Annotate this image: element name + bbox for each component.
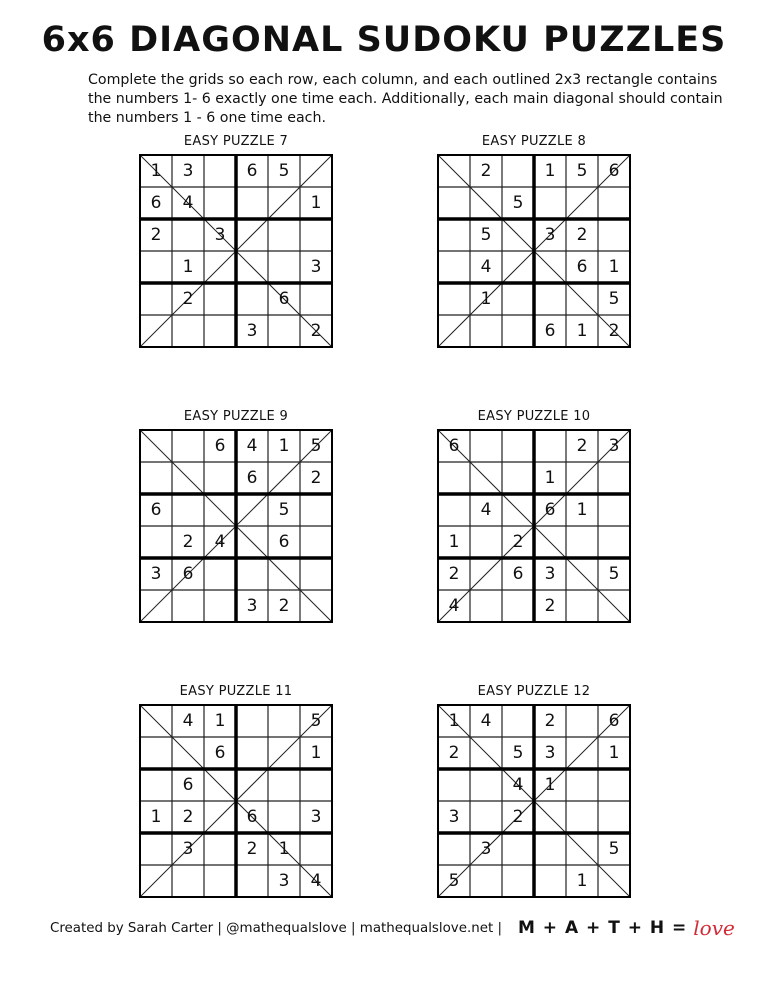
grid-cell[interactable] xyxy=(236,494,268,526)
grid-cell[interactable]: 3 xyxy=(310,257,322,277)
grid-cell[interactable] xyxy=(470,526,502,558)
grid-cell[interactable]: 3 xyxy=(544,564,556,584)
grid-cell[interactable] xyxy=(236,865,268,897)
grid-cell[interactable] xyxy=(236,737,268,769)
grid-cell[interactable] xyxy=(204,801,236,833)
grid-cell[interactable] xyxy=(140,833,172,865)
grid-cell[interactable] xyxy=(172,737,204,769)
grid-cell[interactable]: 1 xyxy=(480,289,492,309)
grid-cell[interactable]: 1 xyxy=(608,257,620,277)
grid-cell[interactable]: 1 xyxy=(278,839,290,859)
sudoku-grid xyxy=(437,704,631,898)
grid-cell[interactable] xyxy=(140,737,172,769)
grid-cell[interactable] xyxy=(470,737,502,769)
grid-cell[interactable]: 2 xyxy=(310,468,322,488)
grid-cell[interactable] xyxy=(204,155,236,187)
grid-cell[interactable] xyxy=(566,705,598,737)
grid-cell[interactable] xyxy=(534,430,566,462)
grid-cell[interactable] xyxy=(140,590,172,622)
grid-cell[interactable]: 5 xyxy=(512,193,524,213)
grid-cell[interactable] xyxy=(204,251,236,283)
grid-cell[interactable] xyxy=(598,187,630,219)
grid-cell[interactable]: 1 xyxy=(448,532,460,552)
grid-cell[interactable]: 3 xyxy=(182,839,194,859)
grid-cell[interactable] xyxy=(598,462,630,494)
grid-cell[interactable]: 4 xyxy=(246,436,258,456)
grid-cell[interactable] xyxy=(502,833,534,865)
grid-cell[interactable]: 2 xyxy=(480,161,492,181)
grid-cell[interactable]: 3 xyxy=(480,839,492,859)
grid-cell[interactable]: 2 xyxy=(448,564,460,584)
grid-cell[interactable]: 2 xyxy=(576,225,588,245)
grid-cell[interactable] xyxy=(204,769,236,801)
grid-cell[interactable] xyxy=(470,315,502,347)
puzzle-title: EASY PUZZLE 9 xyxy=(183,409,289,424)
grid-cell[interactable] xyxy=(300,494,332,526)
grid-cell[interactable] xyxy=(470,801,502,833)
grid-cell[interactable] xyxy=(236,283,268,315)
grid-cell[interactable] xyxy=(300,833,332,865)
grid-cell[interactable] xyxy=(268,219,300,251)
grid-cell[interactable]: 5 xyxy=(278,500,290,520)
grid-cell[interactable] xyxy=(566,462,598,494)
grid-cell[interactable] xyxy=(172,315,204,347)
grid-cell[interactable]: 5 xyxy=(608,839,620,859)
grid-cell[interactable]: 1 xyxy=(544,775,556,795)
grid-cell[interactable]: 1 xyxy=(608,743,620,763)
grid-cell[interactable] xyxy=(534,283,566,315)
grid-cell[interactable]: 2 xyxy=(544,711,556,731)
grid-cell[interactable] xyxy=(204,558,236,590)
grid-cell[interactable] xyxy=(236,187,268,219)
grid-cell[interactable]: 3 xyxy=(214,225,226,245)
grid-cell[interactable]: 3 xyxy=(544,743,556,763)
grid-cell[interactable] xyxy=(140,283,172,315)
grid-cell[interactable]: 4 xyxy=(182,711,194,731)
grid-cell[interactable] xyxy=(140,769,172,801)
grid-cell[interactable]: 5 xyxy=(278,161,290,181)
grid-cell[interactable] xyxy=(438,315,470,347)
grid-cell[interactable]: 6 xyxy=(214,743,226,763)
grid-cell[interactable]: 6 xyxy=(576,257,588,277)
sudoku-grid xyxy=(139,154,333,348)
grid-cell[interactable] xyxy=(268,705,300,737)
grid-cell[interactable]: 3 xyxy=(246,321,258,341)
grid-cell[interactable]: 1 xyxy=(310,193,322,213)
grid-cell[interactable] xyxy=(438,219,470,251)
grid-cell[interactable] xyxy=(236,705,268,737)
grid-cell[interactable] xyxy=(438,833,470,865)
grid-cell[interactable]: 6 xyxy=(246,807,258,827)
grid-cell[interactable] xyxy=(140,526,172,558)
grid-cell[interactable]: 4 xyxy=(480,711,492,731)
grid-cell[interactable] xyxy=(470,462,502,494)
grid-cell[interactable] xyxy=(236,769,268,801)
grid-cell[interactable] xyxy=(502,705,534,737)
grid-cell[interactable]: 1 xyxy=(214,711,226,731)
grid-cell[interactable]: 1 xyxy=(278,436,290,456)
grid-cell[interactable]: 1 xyxy=(544,468,556,488)
grid-cell[interactable] xyxy=(598,865,630,897)
grid-cell[interactable] xyxy=(470,187,502,219)
grid-cell[interactable] xyxy=(300,155,332,187)
grid-cell[interactable] xyxy=(140,462,172,494)
grid-cell[interactable] xyxy=(140,705,172,737)
grid-cell[interactable]: 6 xyxy=(278,289,290,309)
grid-cell[interactable] xyxy=(470,865,502,897)
grid-cell[interactable] xyxy=(470,769,502,801)
grid-cell[interactable]: 5 xyxy=(310,436,322,456)
grid-cell[interactable] xyxy=(598,219,630,251)
grid-cell[interactable] xyxy=(470,590,502,622)
grid-cell[interactable] xyxy=(268,187,300,219)
grid-cell[interactable] xyxy=(598,801,630,833)
grid-cell[interactable] xyxy=(566,833,598,865)
grid-cell[interactable] xyxy=(204,833,236,865)
grid-cell[interactable] xyxy=(172,494,204,526)
grid-cell[interactable]: 5 xyxy=(310,711,322,731)
grid-cell[interactable] xyxy=(204,865,236,897)
puzzle-title: EASY PUZZLE 12 xyxy=(477,684,591,699)
grid-cell[interactable] xyxy=(268,558,300,590)
grid-cell[interactable] xyxy=(534,833,566,865)
grid-cell[interactable] xyxy=(300,558,332,590)
grid-cell[interactable]: 3 xyxy=(310,807,322,827)
grid-cell[interactable] xyxy=(534,526,566,558)
grid-cell[interactable] xyxy=(300,769,332,801)
grid-cell[interactable] xyxy=(204,187,236,219)
sudoku-grid xyxy=(139,429,333,623)
grid-cell[interactable]: 6 xyxy=(246,468,258,488)
grid-cell[interactable] xyxy=(566,737,598,769)
grid-cell[interactable] xyxy=(566,187,598,219)
grid-cell[interactable] xyxy=(566,558,598,590)
grid-cell[interactable] xyxy=(172,430,204,462)
grid-cell[interactable]: 2 xyxy=(608,321,620,341)
grid-cell[interactable]: 6 xyxy=(182,564,194,584)
grid-cell[interactable]: 1 xyxy=(576,500,588,520)
footer xyxy=(50,916,750,940)
grid-cell[interactable]: 2 xyxy=(310,321,322,341)
grid-cell[interactable]: 1 xyxy=(150,161,162,181)
page-title: 6x6 DIAGONAL SUDOKU PUZZLES xyxy=(41,20,727,60)
grid-cell[interactable] xyxy=(236,219,268,251)
grid-cell[interactable] xyxy=(566,769,598,801)
grid-cell[interactable] xyxy=(140,865,172,897)
grid-cell[interactable] xyxy=(502,494,534,526)
grid-cell[interactable] xyxy=(140,430,172,462)
grid-cell[interactable]: 1 xyxy=(310,743,322,763)
grid-cell[interactable]: 3 xyxy=(544,225,556,245)
grid-cell[interactable] xyxy=(566,801,598,833)
grid-cell[interactable] xyxy=(204,315,236,347)
grid-cell[interactable] xyxy=(300,590,332,622)
grid-cell[interactable]: 3 xyxy=(278,871,290,891)
sudoku-grid xyxy=(139,704,333,898)
puzzle-title: EASY PUZZLE 10 xyxy=(477,409,591,424)
grid-cell[interactable]: 4 xyxy=(480,257,492,277)
grid-cell[interactable] xyxy=(268,315,300,347)
sudoku-grid xyxy=(437,154,631,348)
grid-cell[interactable] xyxy=(438,494,470,526)
grid-cell[interactable] xyxy=(300,526,332,558)
grid-cell[interactable]: 4 xyxy=(448,596,460,616)
grid-cell[interactable]: 3 xyxy=(448,807,460,827)
grid-cell[interactable]: 1 xyxy=(576,871,588,891)
grid-cell[interactable] xyxy=(140,251,172,283)
grid-cell[interactable]: 6 xyxy=(608,711,620,731)
grid-cell[interactable] xyxy=(172,590,204,622)
grid-cell[interactable] xyxy=(204,590,236,622)
grid-cell[interactable] xyxy=(236,558,268,590)
grid-cell[interactable]: 1 xyxy=(448,711,460,731)
grid-cell[interactable] xyxy=(502,865,534,897)
grid-cell[interactable] xyxy=(172,219,204,251)
grid-cell[interactable]: 1 xyxy=(182,257,194,277)
brand-logo: M + A + T + H = xyxy=(517,918,688,938)
grid-cell[interactable]: 1 xyxy=(544,161,556,181)
grid-cell[interactable]: 2 xyxy=(150,225,162,245)
grid-cell[interactable]: 6 xyxy=(150,193,162,213)
grid-cell[interactable]: 3 xyxy=(246,596,258,616)
grid-cell[interactable] xyxy=(172,865,204,897)
grid-cell[interactable]: 2 xyxy=(246,839,258,859)
grid-cell[interactable] xyxy=(566,526,598,558)
grid-cell[interactable] xyxy=(236,251,268,283)
grid-cell[interactable]: 4 xyxy=(310,871,322,891)
grid-cell[interactable] xyxy=(268,769,300,801)
grid-cell[interactable]: 6 xyxy=(150,500,162,520)
grid-cell[interactable] xyxy=(502,155,534,187)
grid-cell[interactable] xyxy=(204,283,236,315)
grid-cell[interactable]: 2 xyxy=(448,743,460,763)
grid-cell[interactable]: 5 xyxy=(480,225,492,245)
grid-cell[interactable]: 6 xyxy=(608,161,620,181)
grid-cell[interactable]: 2 xyxy=(512,807,524,827)
grid-cell[interactable] xyxy=(172,462,204,494)
grid-cell[interactable] xyxy=(598,494,630,526)
grid-cell[interactable]: 3 xyxy=(608,436,620,456)
grid-cell[interactable]: 5 xyxy=(512,743,524,763)
grid-cell[interactable]: 2 xyxy=(182,289,194,309)
grid-cell[interactable] xyxy=(598,590,630,622)
grid-cell[interactable] xyxy=(438,187,470,219)
grid-cell[interactable] xyxy=(566,283,598,315)
grid-cell[interactable] xyxy=(236,526,268,558)
grid-cell[interactable] xyxy=(268,251,300,283)
grid-cell[interactable] xyxy=(470,430,502,462)
grid-cell[interactable] xyxy=(502,283,534,315)
grid-cell[interactable]: 6 xyxy=(182,775,194,795)
puzzle-title: EASY PUZZLE 8 xyxy=(481,134,587,149)
instructions: Complete the grids so each row, each column, and each outlined 2x3 rectangle contains the numbers 1- 6 exactly one time each. Additionally, each main diagonal should contain the numbers 1 - 6 one time each. xyxy=(88,72,723,126)
grid-cell[interactable]: 6 xyxy=(246,161,258,181)
grid-cell[interactable]: 6 xyxy=(544,500,556,520)
grid-cell[interactable]: 5 xyxy=(608,564,620,584)
grid-cell[interactable]: 4 xyxy=(480,500,492,520)
grid-cell[interactable]: 1 xyxy=(150,807,162,827)
grid-cell[interactable] xyxy=(438,251,470,283)
grid-cell[interactable]: 4 xyxy=(214,532,226,552)
grid-cell[interactable] xyxy=(438,769,470,801)
grid-cell[interactable]: 2 xyxy=(576,436,588,456)
grid-cell[interactable] xyxy=(438,155,470,187)
grid-cell[interactable]: 1 xyxy=(576,321,588,341)
grid-cell[interactable]: 4 xyxy=(512,775,524,795)
puzzle-title: EASY PUZZLE 7 xyxy=(183,134,289,149)
grid-cell[interactable]: 6 xyxy=(278,532,290,552)
grid-cell[interactable]: 5 xyxy=(448,871,460,891)
grid-cell[interactable] xyxy=(204,494,236,526)
grid-cell[interactable] xyxy=(502,251,534,283)
footer-credit: Created by Sarah Carter | @mathequalslove | mathequalslove.net | xyxy=(50,920,502,936)
grid-cell[interactable] xyxy=(598,769,630,801)
grid-cell[interactable]: 2 xyxy=(278,596,290,616)
grid-cell[interactable] xyxy=(470,558,502,590)
grid-cell[interactable]: 6 xyxy=(214,436,226,456)
grid-cell[interactable] xyxy=(438,462,470,494)
grid-cell[interactable] xyxy=(268,462,300,494)
grid-cell[interactable]: 2 xyxy=(544,596,556,616)
grid-cell[interactable] xyxy=(300,219,332,251)
grid-cell[interactable]: 2 xyxy=(182,532,194,552)
grid-cell[interactable] xyxy=(534,865,566,897)
grid-cell[interactable]: 6 xyxy=(448,436,460,456)
grid-cell[interactable] xyxy=(268,801,300,833)
grid-cell[interactable] xyxy=(300,283,332,315)
grid-cell[interactable]: 4 xyxy=(182,193,194,213)
sudoku-grid xyxy=(437,429,631,623)
grid-cell[interactable]: 6 xyxy=(544,321,556,341)
grid-cell[interactable] xyxy=(268,737,300,769)
grid-cell[interactable]: 2 xyxy=(182,807,194,827)
grid-cell[interactable] xyxy=(534,801,566,833)
grid-cell[interactable] xyxy=(438,283,470,315)
grid-cell[interactable] xyxy=(534,251,566,283)
grid-cell[interactable]: 5 xyxy=(608,289,620,309)
love-logo: love xyxy=(693,916,735,940)
grid-cell[interactable] xyxy=(502,462,534,494)
grid-cell[interactable] xyxy=(502,219,534,251)
grid-cell[interactable]: 2 xyxy=(512,532,524,552)
grid-cell[interactable] xyxy=(502,590,534,622)
grid-cell[interactable] xyxy=(566,590,598,622)
grid-cell[interactable]: 3 xyxy=(182,161,194,181)
grid-cell[interactable] xyxy=(534,187,566,219)
grid-cell[interactable] xyxy=(140,315,172,347)
grid-cell[interactable]: 5 xyxy=(576,161,588,181)
grid-cell[interactable] xyxy=(204,462,236,494)
grid-cell[interactable] xyxy=(502,430,534,462)
grid-cell[interactable]: 3 xyxy=(150,564,162,584)
grid-cell[interactable] xyxy=(502,315,534,347)
grid-cell[interactable] xyxy=(598,526,630,558)
puzzle-title: EASY PUZZLE 11 xyxy=(179,684,293,699)
grid-cell[interactable]: 6 xyxy=(512,564,524,584)
